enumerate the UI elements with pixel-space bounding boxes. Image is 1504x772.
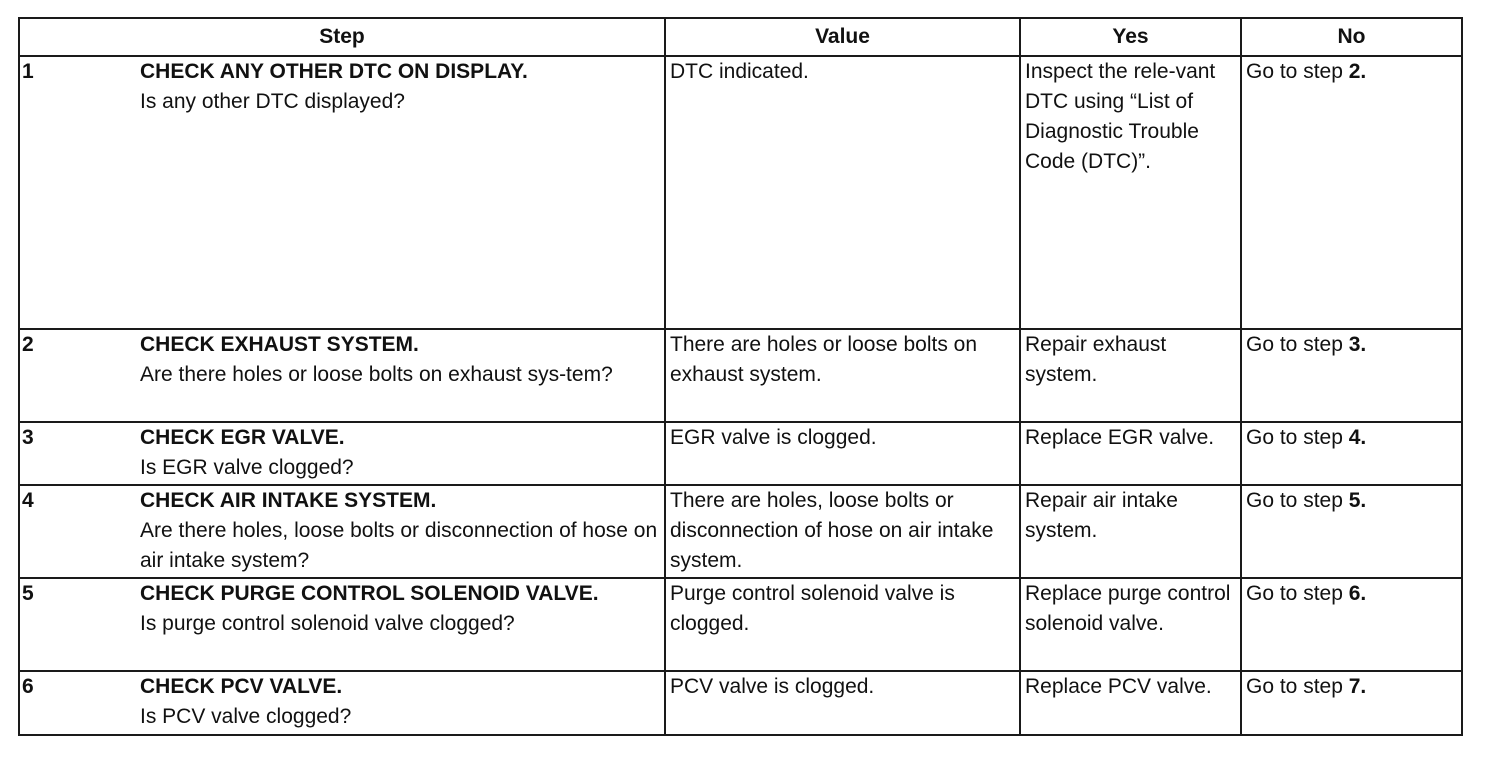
value-cell: There are holes, loose bolts or disconnection of hose on air intake system. (665, 485, 1020, 578)
table-header-row (19, 18, 1462, 56)
table-row (19, 671, 1462, 735)
step-number: 1 (22, 60, 34, 83)
no-prefix: Go to step (1246, 582, 1349, 605)
step-question: Is PCV valve clogged? (140, 705, 352, 728)
table-row (19, 329, 1462, 422)
yes-cell: Replace EGR valve. (1020, 422, 1241, 485)
header-yes: Yes (1020, 18, 1241, 56)
no-prefix: Go to step (1246, 60, 1349, 83)
step-question: Are there holes or loose bolts on exhaust sys-tem? (140, 363, 613, 386)
step-title: CHECK AIR INTAKE SYSTEM. (140, 489, 437, 512)
no-prefix: Go to step (1246, 675, 1349, 698)
step-question: Is purge control solenoid valve clogged? (140, 612, 515, 635)
value-cell: DTC indicated. (665, 56, 1020, 329)
value-cell: Purge control solenoid valve is clogged. (665, 578, 1020, 671)
yes-cell: Inspect the rele-vant DTC using “List of Diagnostic Trouble Code (DTC)”. (1020, 56, 1241, 329)
step-number: 6 (22, 675, 34, 698)
step-title: CHECK PURGE CONTROL SOLENOID VALVE. (140, 582, 599, 605)
no-step-number: 5. (1348, 489, 1367, 512)
value-cell: EGR valve is clogged. (665, 422, 1020, 485)
no-step-number: 2. (1348, 60, 1367, 83)
no-prefix: Go to step (1246, 489, 1349, 512)
step-number: 5 (22, 582, 34, 605)
no-step-number: 3. (1348, 333, 1367, 356)
step-question: Is EGR valve clogged? (140, 456, 354, 479)
header-value: Value (665, 18, 1020, 56)
value-cell: PCV valve is clogged. (665, 671, 1020, 735)
table-row (19, 485, 1462, 578)
step-title: CHECK PCV VALVE. (140, 675, 343, 698)
step-cell (19, 329, 665, 422)
table-row (19, 422, 1462, 485)
step-question: Are there holes, loose bolts or disconnection of hose on air intake system? (140, 519, 658, 572)
header-step: Step (19, 18, 665, 56)
step-number: 4 (22, 489, 34, 512)
step-title: CHECK ANY OTHER DTC ON DISPLAY. (140, 60, 528, 83)
yes-cell: Replace PCV valve. (1020, 671, 1241, 735)
step-title: CHECK EXHAUST SYSTEM. (140, 333, 419, 356)
no-step-number: 6. (1348, 582, 1367, 605)
step-number: 2 (22, 333, 34, 356)
yes-cell: Replace purge control solenoid valve. (1020, 578, 1241, 671)
no-step-number: 4. (1348, 426, 1367, 449)
step-question: Is any other DTC displayed? (140, 90, 405, 113)
no-step-number: 7. (1348, 675, 1367, 698)
step-cell (19, 56, 665, 329)
no-cell (1241, 578, 1462, 671)
step-number: 3 (22, 426, 34, 449)
value-cell: There are holes or loose bolts on exhaust system. (665, 329, 1020, 422)
no-cell (1241, 422, 1462, 485)
header-no: No (1241, 18, 1462, 56)
step-cell (19, 422, 665, 485)
no-cell (1241, 671, 1462, 735)
no-cell (1241, 56, 1462, 329)
no-prefix: Go to step (1246, 333, 1349, 356)
step-cell (19, 671, 665, 735)
yes-cell: Repair air intake system. (1020, 485, 1241, 578)
table-row (19, 56, 1462, 329)
table-row (19, 578, 1462, 671)
no-cell (1241, 485, 1462, 578)
step-cell (19, 578, 665, 671)
no-prefix: Go to step (1246, 426, 1349, 449)
no-cell (1241, 329, 1462, 422)
step-title: CHECK EGR VALVE. (140, 426, 345, 449)
yes-cell: Repair exhaust system. (1020, 329, 1241, 422)
diagnosis-table (18, 17, 1463, 736)
step-cell (19, 485, 665, 578)
